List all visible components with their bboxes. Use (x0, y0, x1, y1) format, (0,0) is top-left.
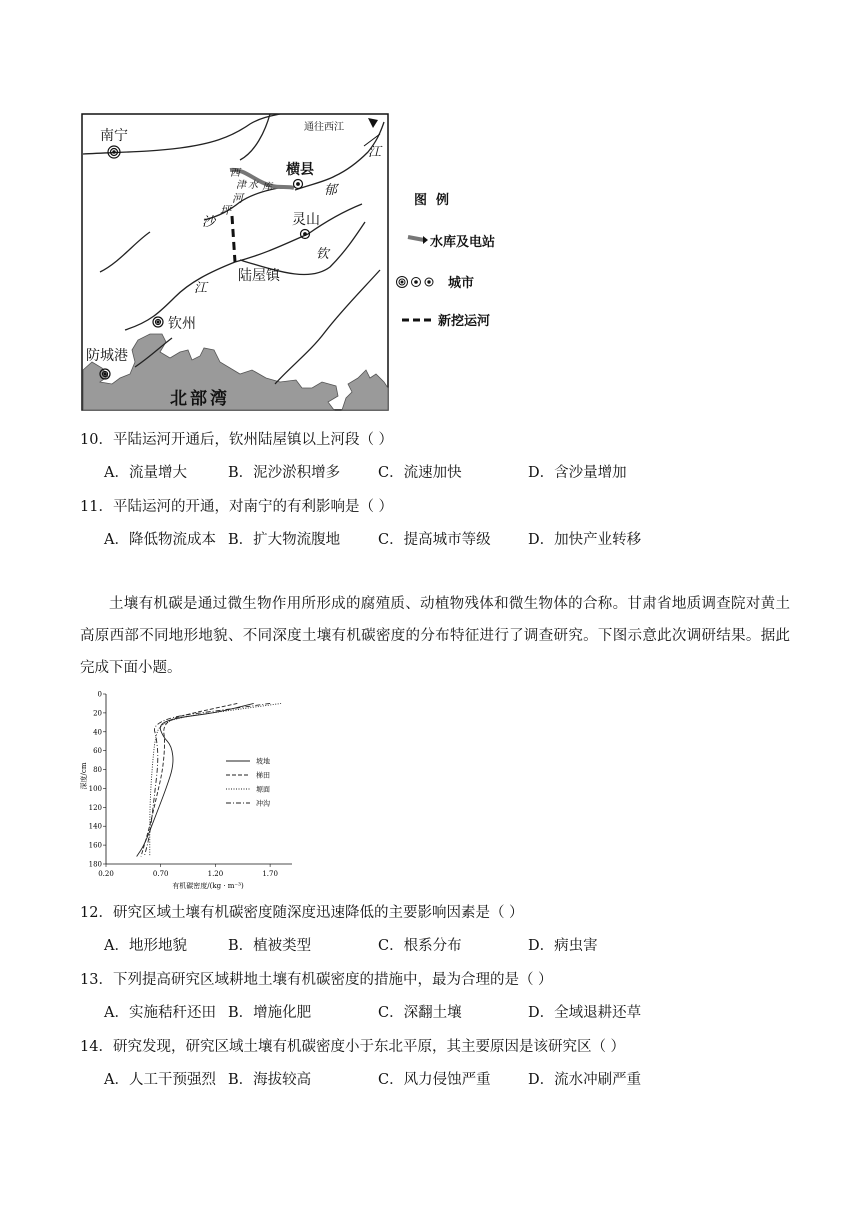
legend-reservoir-symbol (408, 237, 424, 240)
question-10-option-a[interactable]: A．流量增大 (104, 465, 187, 481)
chart-y-tick-label: 20 (93, 709, 102, 718)
canal-map (80, 112, 510, 414)
chart-y-tick-label: 60 (93, 747, 102, 756)
question-11-option-a[interactable]: A．降低物流成本 (104, 532, 216, 548)
chart-y-tick-label: 120 (88, 803, 102, 812)
chart-legend-label-3: 塬面 (256, 785, 270, 794)
question-13-option-d[interactable]: D．全域退耕还草 (528, 1005, 642, 1021)
chart-y-tick-label: 40 (93, 728, 102, 737)
chart-xlabel: 有机碳密度/(kg · m⁻³) (172, 882, 244, 890)
chart-series-line-4 (144, 703, 270, 856)
chart-series-line-1 (137, 703, 254, 856)
question-12-option-d[interactable]: D．病虫害 (528, 938, 598, 954)
chart-legend-label-2: 梯田 (256, 771, 270, 780)
question-11-option-c[interactable]: C．提高城市等级 (378, 532, 491, 548)
question-14-option-b[interactable]: B．海拔较高 (228, 1072, 312, 1088)
chart-y-tick-label: 80 (93, 766, 102, 775)
legend-city-label: 城市 (448, 276, 475, 291)
chart-x-tick-label: 1.20 (207, 870, 224, 878)
map-label-fangchenggang: 防城港 (86, 348, 128, 364)
river-label-shaping-2: 坪 (220, 204, 231, 217)
map-label-hengxian: 横县 (286, 162, 314, 178)
question-13-option-b[interactable]: B．增施化肥 (228, 1005, 312, 1021)
river-label-shaping-1: 沙 (202, 215, 216, 230)
map-label-lingshan: 灵山 (292, 212, 320, 228)
map-label-to-xijiang: 通往西江 (304, 122, 344, 133)
question-10-option-b[interactable]: B．泥沙淤积增多 (228, 465, 341, 481)
chart-x-tick-label: 0.20 (98, 870, 114, 878)
chart-x-tick-label: 1.70 (262, 870, 278, 878)
river-label-yu-1: 郁 (324, 183, 338, 198)
chart-series-line-3 (150, 703, 281, 856)
question-13-option-c[interactable]: C．深翻土壤 (378, 1005, 462, 1021)
question-14-option-c[interactable]: C．风力侵蚀严重 (378, 1072, 491, 1088)
map-label-nanning: 南宁 (100, 128, 128, 144)
chart-legend-label-4: 冲沟 (256, 799, 270, 808)
river-label-xijin-4: 库 (262, 182, 272, 193)
river-label-xijin-1: 西 (230, 168, 240, 179)
legend-title: 图 例 (414, 193, 450, 208)
chart-y-tick-label: 180 (88, 860, 102, 869)
question-11-option-b[interactable]: B．扩大物流腹地 (228, 532, 341, 548)
question-14-stem: 14．研究发现，研究区域土壤有机碳密度小于东北平原，其主要原因是该研究区（ ） (80, 1039, 626, 1055)
map-label-luwu: 陆屋镇 (238, 268, 280, 284)
question-10-stem: 10．平陆运河开通后，钦州陆屋镇以上河段（ ） (80, 432, 394, 448)
map-label-bay: 北部湾 (170, 389, 230, 409)
legend-reservoir-label: 水库及电站 (430, 235, 496, 250)
question-12-option-a[interactable]: A．地形地貌 (104, 938, 187, 954)
soil-carbon-chart (80, 686, 300, 892)
question-10-option-d[interactable]: D．含沙量增加 (528, 465, 627, 481)
question-11-stem: 11．平陆运河的开通，对南宁的有利影响是（ ） (80, 499, 394, 515)
chart-y-tick-label: 160 (88, 841, 102, 850)
chart-y-tick-label: 0 (97, 690, 102, 699)
chart-ylabel: 深度/cm (80, 762, 88, 790)
chart-legend-label-1: 坡地 (256, 757, 270, 766)
legend-canal-label: 新挖运河 (438, 314, 491, 329)
river-label-xijin-3: 水 (248, 180, 258, 191)
map-label-qinzhou: 钦州 (168, 316, 196, 332)
question-12-option-b[interactable]: B．植被类型 (228, 938, 312, 954)
river-label-qin-2: 江 (194, 281, 208, 296)
question-14-option-a[interactable]: A．人工干预强烈 (104, 1072, 216, 1088)
question-14-option-d[interactable]: D．流水冲刷严重 (528, 1072, 642, 1088)
question-12-stem: 12．研究区域土壤有机碳密度随深度迅速降低的主要影响因素是（ ） (80, 905, 524, 921)
river-label-yu-2: 江 (368, 145, 382, 160)
question-12-option-c[interactable]: C．根系分布 (378, 938, 462, 954)
chart-y-tick-label: 100 (88, 784, 102, 793)
question-13-stem: 13．下列提高研究区域耕地土壤有机碳密度的措施中，最为合理的是（ ） (80, 972, 553, 988)
reading-passage: 土壤有机碳是通过微生物作用所形成的腐殖质、动植物残体和微生物体的合称。甘肃省地质调查院对黄土高原西部不同地形地貌、不同深度土壤有机碳密度的分布特征进行了调查研究。下图示意此次调研结果。据此完成下面小题。 (80, 596, 790, 676)
question-13-option-a[interactable]: A．实施秸秆还田 (104, 1005, 216, 1021)
question-11-option-d[interactable]: D．加快产业转移 (528, 532, 642, 548)
chart-x-tick-label: 0.70 (152, 870, 169, 878)
question-10-option-c[interactable]: C．流速加快 (378, 465, 462, 481)
chart-y-tick-label: 140 (88, 822, 102, 831)
river-label-xijin-2: 津 (236, 180, 246, 191)
river-label-shaping-3: 河 (232, 192, 243, 205)
river-label-qin-1: 钦 (316, 247, 330, 262)
